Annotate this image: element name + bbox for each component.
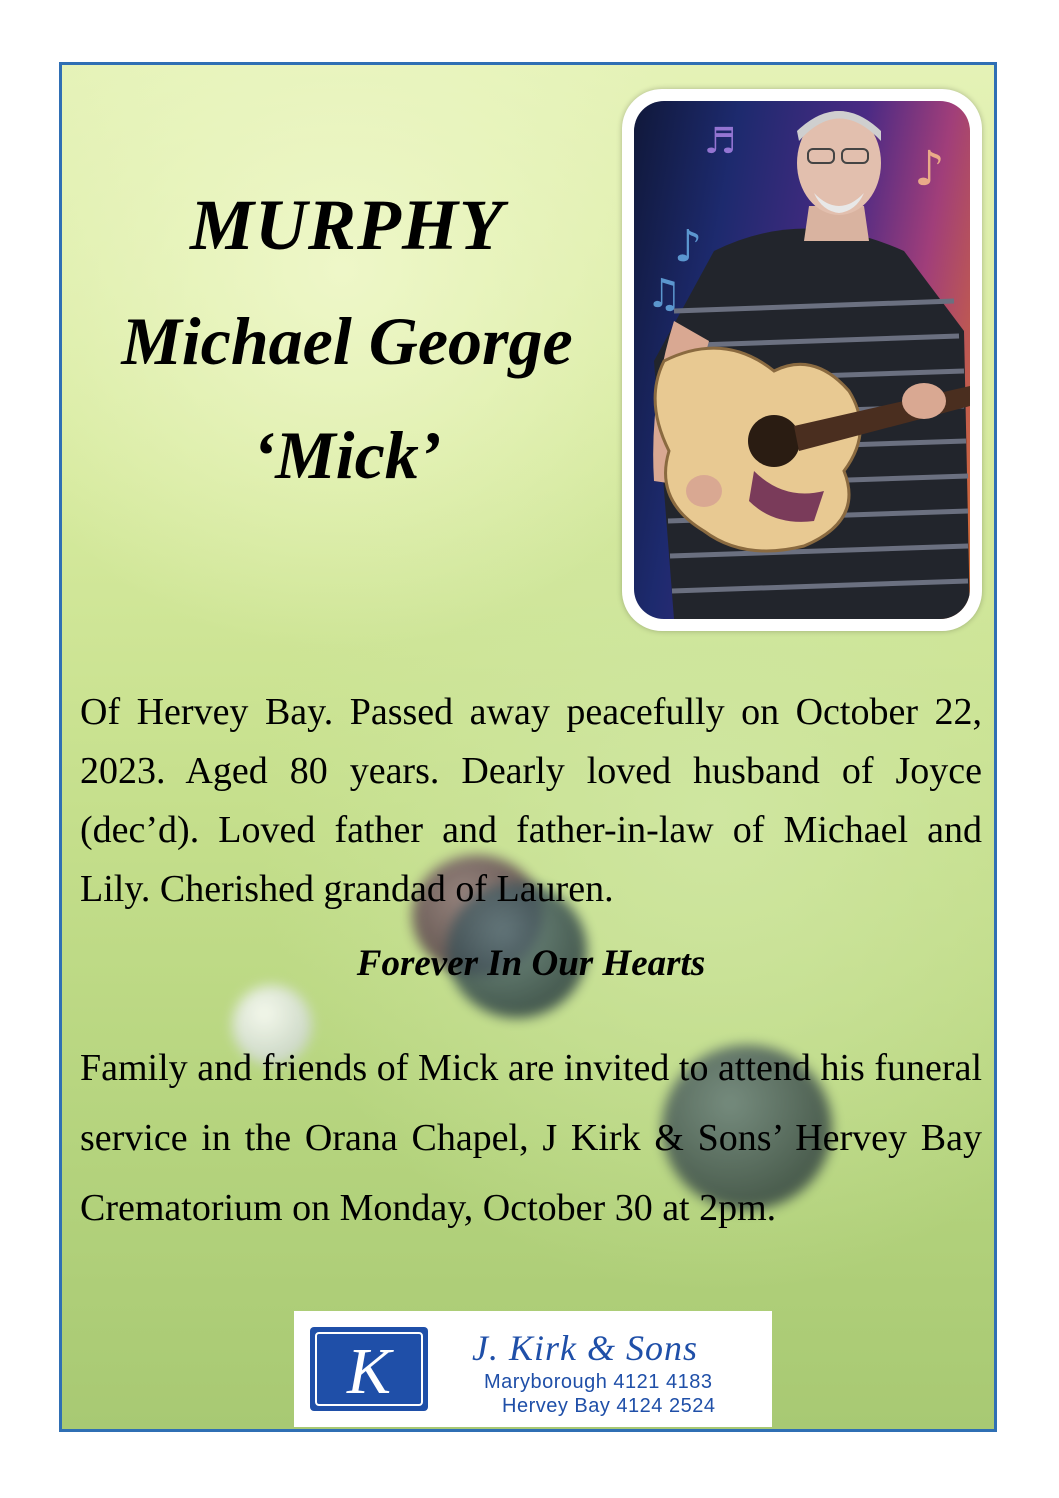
funeral-service-text: Family and friends of Mick are invited to attend his funeral service in the Orana Chapel, J Kirk & Sons’ Hervey Bay Crematorium on Monday, October 30 at 2pm.: [80, 1047, 982, 1229]
portrait-photo: [622, 89, 982, 631]
monogram-letter: K: [346, 1335, 392, 1408]
funeral-director-name: J. Kirk & Sons: [472, 1328, 698, 1368]
music-note-icon: ♪: [674, 221, 703, 272]
obituary-text: Of Hervey Bay. Passed away peacefully on October 22, 2023. Aged 80 years. Dearly loved husband of Joyce (dec’d). Loved father and father-in-law of Michael and Lily. Cherished grandad of Lauren.: [80, 691, 982, 910]
monogram-k-icon: [310, 1327, 428, 1411]
portrait-photo-image: [634, 101, 970, 619]
funeral-director-logo: [294, 1311, 772, 1427]
music-note-icon: ♪: [914, 141, 945, 197]
name-block: [77, 185, 617, 493]
phone-maryborough: Maryborough 4121 4183: [484, 1371, 713, 1393]
notice-frame: [59, 62, 997, 1432]
surname: MURPHY: [189, 185, 504, 265]
phone-hervey-bay: Hervey Bay 4124 2524: [502, 1395, 716, 1417]
motto: Forever In Our Hearts: [356, 943, 706, 984]
man-with-guitar-illustration: [634, 101, 970, 619]
music-note-icon: ♫: [646, 271, 682, 317]
music-note-icon: ♬: [704, 121, 737, 162]
given-names: Michael George: [121, 303, 573, 379]
nickname: ‘Mick’: [252, 417, 442, 493]
